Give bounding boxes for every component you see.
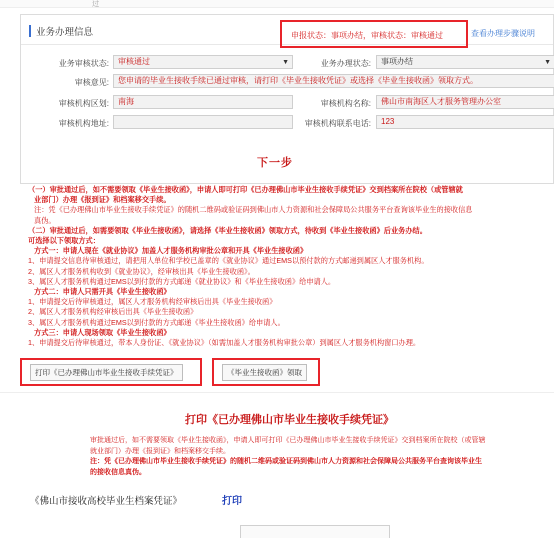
instructions-block	[28, 185, 552, 348]
org-district-label: 审核机构区划:	[58, 99, 109, 108]
instruction-line: 1、申请提交后待审核通过，属区人才服务机构经审核后出具《毕业生接收函》	[28, 297, 277, 307]
certificate-line: 的接收信息真伪。	[90, 468, 146, 476]
handle-status-label: 业务办理状态:	[320, 59, 371, 68]
instruction-line: 3、属区人才服务机构通过EMS以到付款的方式邮递《就业协议》和《毕业生接收函》给申请人。	[28, 276, 336, 286]
org-phone-label: 审核机构联系电话:	[304, 119, 371, 128]
top-fragment	[0, 0, 554, 8]
instruction-line: （一）审批通过后，如不需要领取《毕业生接收函》，申请人即可打印《已办理佛山市毕业生接收手续凭证》交到档案所在院校（或管辖就	[28, 185, 463, 194]
instruction-line: （二）审批通过后，如需要领取《毕业生接收函》，请选择《毕业生接收函》领取方式，待收到《毕业生接收函》后业务办结。	[28, 225, 427, 235]
next-step-heading: 下一步	[257, 157, 293, 169]
print-button-highlight	[20, 358, 202, 386]
chevron-down-icon: ▼	[544, 59, 551, 66]
org-phone-value: 123	[381, 117, 395, 126]
instruction-line: 业部门）办理《报到证》和档案移交手续。	[34, 195, 171, 205]
org-name-value: 佛山市南海区人才服务管理办公室	[381, 97, 501, 106]
print-certificate-button[interactable]: 打印《已办理佛山市毕业生接收手续凭证》	[30, 364, 183, 381]
section-title: 业务办理信息	[36, 27, 94, 38]
org-district-field[interactable]	[113, 95, 293, 109]
instruction-line: 可选择以下领取方式：	[28, 236, 100, 246]
panel-header	[21, 15, 553, 45]
instruction-line: 方式三：申请人现场领取《毕业生接收函》	[34, 327, 171, 337]
certificate-line: 审批通过后，如不需要领取《毕业生接收函》，申请人即可打印《已办理佛山市毕业生接收手续凭证》交到档案所在院校（或管辖	[90, 437, 486, 444]
instruction-line: 2、属区人才服务机构经审核后出具《毕业生接收函》	[28, 307, 198, 317]
instruction-line: 注：凭《已办理佛山市毕业生接收手续凭证》的随机二维码或验证码到佛山市人力资源和社会保障局公共服务平台查询该毕业生的接收信息	[34, 205, 473, 215]
instruction-line: 1、申请提交信息待审核通过，请把用人单位和学校已盖章的《就业协议》通过EMS以预付款的方式邮递到属区人才服务机构。	[28, 256, 429, 266]
chevron-down-icon: ▼	[282, 59, 289, 66]
archive-print-link[interactable]: 打印	[222, 496, 242, 507]
header-accent-bar	[29, 25, 31, 37]
org-phone-field[interactable]	[376, 115, 554, 129]
opinion-value: 您申请的毕业生接收手续已通过审核，请打印《毕业生接收凭证》或选择《毕业生接收函》领取方式。	[118, 76, 478, 85]
instruction-line: 1、申请提交后待审核通过，带本人身份证、《就业协议》（如需加盖人才服务机构审批公章）到属区人才服务机构窗口办理。	[28, 338, 421, 348]
audit-status-select[interactable]	[113, 55, 293, 69]
certificate-line: 就业部门）办理《报到证》和档案移交手续。	[90, 447, 230, 455]
view-steps-link[interactable]: 查看办理步骤说明	[471, 29, 535, 38]
org-name-label: 审核机构名称:	[320, 99, 371, 108]
audit-status-label: 业务审核状态:	[58, 59, 109, 68]
certificate-text	[90, 436, 530, 478]
handle-status-value: 事项办结	[381, 57, 413, 66]
cut-off-box	[240, 525, 390, 538]
instruction-line: 2、属区人才服务机构收到《就业协议》，经审核出具《毕业生接收函》。	[28, 266, 255, 276]
audit-status-value: 审核通过	[118, 57, 150, 66]
org-name-field[interactable]	[376, 95, 554, 109]
letter-button-highlight	[212, 358, 320, 386]
status-highlight-box	[280, 20, 468, 48]
opinion-label: 审核意见:	[74, 78, 109, 87]
org-district-value: 南海	[118, 97, 134, 106]
instruction-line: 3、属区人才服务机构通过EMS以到付款的方式邮递《毕业生接收函》给申请人。	[28, 317, 285, 327]
instruction-line: 真伪。	[34, 215, 56, 225]
top-fragment-text: 过	[92, 1, 99, 8]
opinion-field[interactable]	[113, 74, 554, 88]
certificate-section	[0, 392, 554, 538]
certificate-line: 注：凭《已办理佛山市毕业生接收手续凭证》的随机二维码或验证码到佛山市人力资源和社会保障局公共服务平台查询该毕业生	[90, 458, 482, 465]
archive-certificate-label: 《佛山市接收高校毕业生档案凭证》	[30, 496, 183, 507]
org-address-label: 审核机构地址:	[58, 119, 109, 128]
org-address-field[interactable]	[113, 115, 293, 129]
certificate-title: 打印《已办理佛山市毕业生接收手续凭证》	[185, 414, 394, 426]
instruction-line: 方式一：申请人现在《就业协议》加盖人才服务机构审批公章和开具《毕业生接收函》	[34, 246, 308, 256]
status-text: 申报状态：事项办结，审核状态：审核通过	[291, 31, 443, 40]
handle-status-select[interactable]	[376, 55, 554, 69]
receive-letter-button[interactable]: 《毕业生接收函》领取	[222, 364, 307, 381]
instruction-line: 方式二：申请人只需开具《毕业生接收函》	[34, 287, 171, 297]
